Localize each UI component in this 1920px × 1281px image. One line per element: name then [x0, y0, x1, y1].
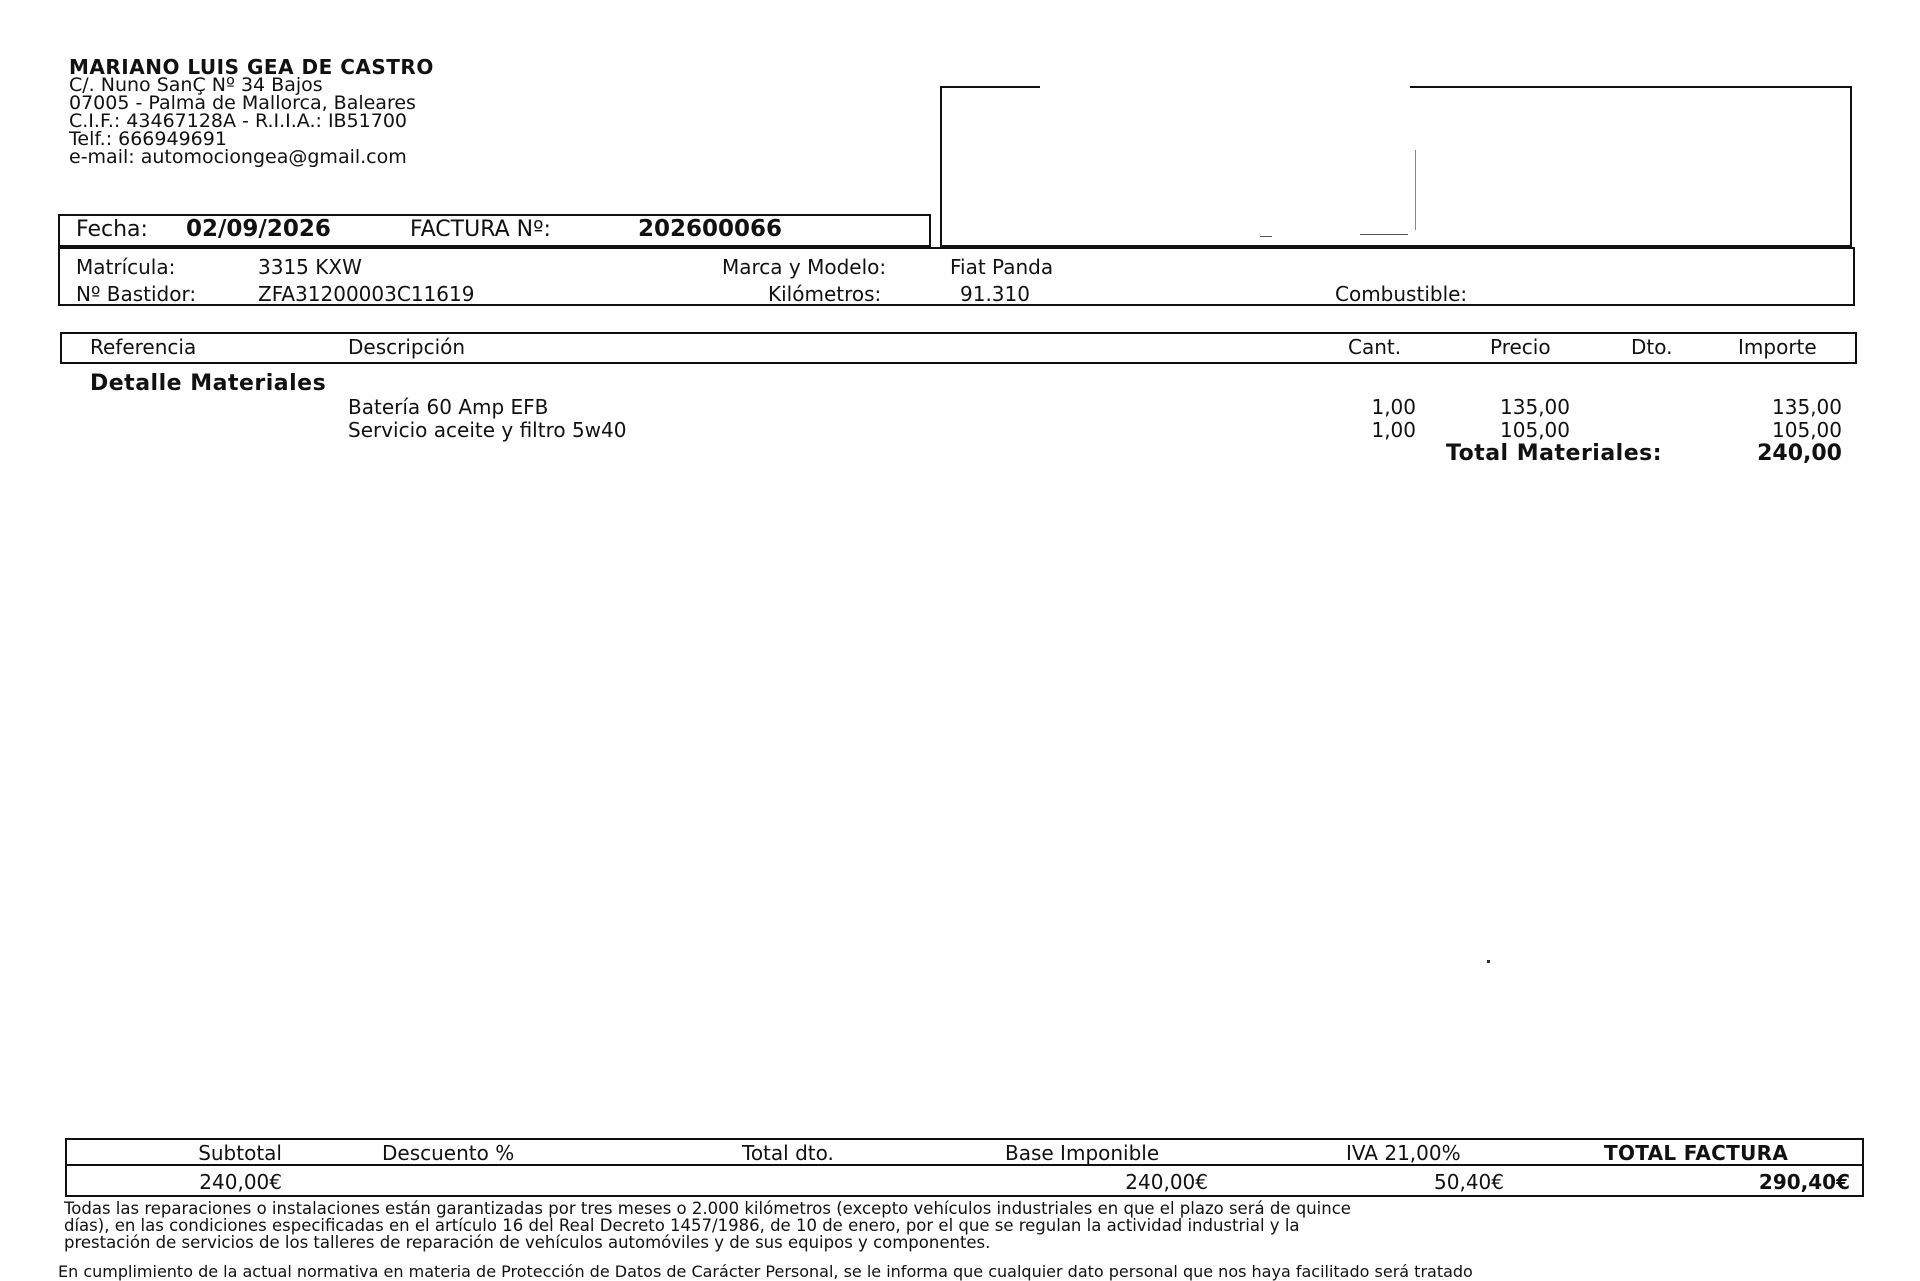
scan-dot	[1487, 960, 1490, 963]
issuer-block	[69, 55, 434, 168]
warranty-line: prestación de servicios de los talleres de reparación de vehículos automóviles y de sus equipos y componentes.	[64, 1233, 991, 1252]
base-value: 240,00€	[1125, 1170, 1208, 1194]
section-title: Detalle Materiales	[90, 371, 327, 396]
redaction-dash	[1360, 234, 1408, 235]
customer-box-top-right	[1410, 86, 1852, 88]
base-header: Base Imponible	[1005, 1141, 1160, 1165]
warranty-line: Todas las reparaciones o instalaciones están garantizadas por tres meses o 2.000 kilómetros (excepto vehículos industriales en que el plazo será de quince	[64, 1199, 1351, 1218]
issuer-phone: Telf.: 666949691	[69, 128, 227, 150]
row-qty: 1,00	[1371, 395, 1416, 419]
row-amount: 135,00	[1772, 395, 1842, 419]
warranty-line: días), en las condiciones especificadas en el artículo 16 del Real Decreto 1457/1986, de 10 de enero, por el que se regulan la actividad industrial y la	[64, 1216, 1300, 1235]
iva-header: IVA 21,00%	[1346, 1141, 1461, 1165]
customer-box	[940, 86, 1852, 247]
col-price: Precio	[1490, 335, 1551, 359]
invoice-number: 202600066	[638, 216, 783, 242]
vin-label: Nº Bastidor:	[76, 282, 197, 306]
plate-label: Matrícula:	[76, 255, 176, 279]
row-qty: 1,00	[1371, 418, 1416, 442]
row-price: 105,00	[1500, 418, 1570, 442]
row-amount: 105,00	[1772, 418, 1842, 442]
total-factura-value: 290,40€	[1758, 1170, 1850, 1194]
issuer-cif: C.I.F.: 43467128A - R.I.I.A.: IB51700	[69, 110, 408, 132]
col-discount: Dto.	[1631, 335, 1673, 359]
iva-value: 50,40€	[1434, 1170, 1504, 1194]
plate-value: 3315 KXW	[258, 255, 362, 279]
total-factura-header: TOTAL FACTURA	[1604, 1141, 1789, 1165]
row-price: 135,00	[1500, 395, 1570, 419]
col-qty: Cant.	[1348, 335, 1402, 359]
km-label: Kilómetros:	[768, 282, 882, 306]
items-header-box	[60, 332, 1857, 364]
invoice-number-label: FACTURA Nº:	[410, 217, 551, 242]
issuer-address: C/. Nuno SanÇ Nº 34 Bajos	[69, 74, 323, 96]
warranty-text	[64, 1200, 1884, 1251]
model-value: Fiat Panda	[950, 255, 1054, 279]
redaction-mark	[1415, 150, 1416, 230]
date-label: Fecha:	[76, 217, 148, 242]
total-materials-label: Total Materiales:	[1446, 441, 1663, 466]
total-materials-value: 240,00	[1757, 441, 1842, 466]
total-dto-header: Total dto.	[742, 1141, 834, 1165]
col-amount: Importe	[1738, 335, 1817, 359]
privacy-text: En cumplimiento de la actual normativa en materia de Protección de Datos de Carácter Personal, se le informa que cualquier dato personal que nos haya facilitado será tratado	[58, 1262, 1473, 1281]
invoice-date: 02/09/2026	[186, 216, 331, 242]
col-description: Descripción	[348, 335, 466, 359]
subtotal-value: 240,00€	[199, 1170, 282, 1194]
row-description: Batería 60 Amp EFB	[348, 395, 549, 419]
issuer-name: MARIANO LUIS GEA DE CASTRO	[69, 55, 434, 79]
totals-divider	[67, 1164, 1862, 1166]
model-label: Marca y Modelo:	[722, 255, 887, 279]
redaction-dash	[1260, 236, 1272, 237]
totals-box	[65, 1138, 1864, 1197]
issuer-city: 07005 - Palma de Mallorca, Baleares	[69, 92, 416, 114]
issuer-email: e-mail: automociongea@gmail.com	[69, 146, 407, 168]
row-description: Servicio aceite y filtro 5w40	[348, 418, 627, 442]
customer-box-top-left	[940, 86, 1040, 88]
discount-pct-header: Descuento %	[382, 1141, 515, 1165]
col-reference: Referencia	[90, 335, 197, 359]
km-value: 91.310	[960, 282, 1030, 306]
vin-value: ZFA31200003C11619	[258, 282, 475, 306]
fuel-label: Combustible:	[1335, 282, 1468, 306]
subtotal-header: Subtotal	[198, 1141, 282, 1165]
